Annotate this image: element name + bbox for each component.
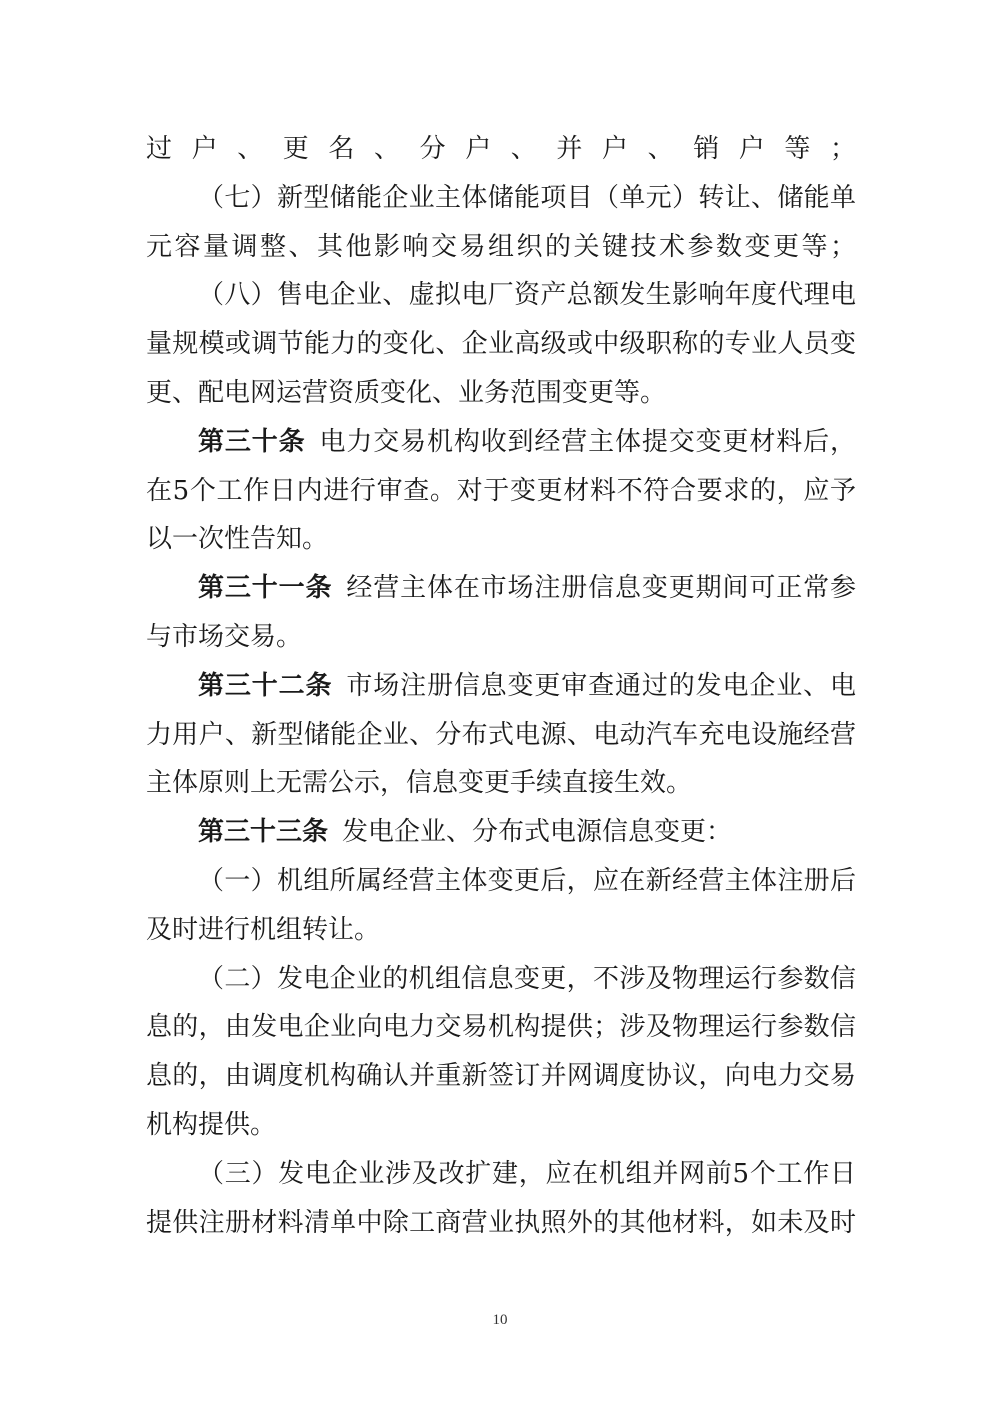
text-line: 过户、更名、分户、并户、销户等； bbox=[146, 134, 856, 164]
text-line: 经营主体在市场注册信息变更期间可正常参 bbox=[346, 573, 856, 604]
text-line: （三）发电企业涉及改扩建，应在机组并网前5个工作日 bbox=[198, 1158, 856, 1189]
page-number: 10 bbox=[492, 1312, 508, 1328]
text-line: 量规模或调节能力的变化、企业高级或中级职称的专业人员变 bbox=[146, 329, 856, 360]
text-line: 机构提供。 bbox=[146, 1109, 277, 1140]
text-line: 电力交易机构收到经营主体提交变更材料后， bbox=[319, 426, 856, 457]
text-line: 以一次性告知。 bbox=[146, 524, 329, 555]
article-31-first-line bbox=[146, 564, 856, 613]
text-line: 提供注册材料清单中除工商营业执照外的其他材料，如未及时 bbox=[146, 1207, 856, 1238]
text-line: 及时进行机组转让。 bbox=[146, 914, 381, 945]
text-line: 息的，由发电企业向电力交易机构提供；涉及物理运行参数信 bbox=[146, 1012, 856, 1043]
article-30-heading: 第三十条 bbox=[198, 426, 306, 457]
text-line: 息的，由调度机构确认并重新签订并网调度协议，向电力交易 bbox=[146, 1061, 856, 1092]
article-33-heading: 第三十三条 bbox=[198, 817, 329, 848]
document-body bbox=[146, 125, 856, 1247]
text-line: 力用户、新型储能企业、分布式电源、电动汽车充电设施经营 bbox=[146, 719, 856, 750]
text-line: （一）机组所属经营主体变更后，应在新经营主体注册后 bbox=[198, 865, 856, 896]
text-line: 与市场交易。 bbox=[146, 621, 303, 652]
article-32-heading: 第三十二条 bbox=[198, 670, 333, 701]
article-32-first-line bbox=[146, 662, 856, 711]
text-line: 市场注册信息变更审查通过的发电企业、电 bbox=[346, 670, 856, 701]
text-line: 更、配电网运营资质变化、业务范围变更等。 bbox=[146, 377, 667, 408]
article-31-heading: 第三十一条 bbox=[198, 573, 333, 604]
article-33-first-line bbox=[146, 808, 856, 857]
text-line: 元容量调整、其他影响交易组织的关键技术参数变更等； bbox=[146, 231, 856, 262]
text-line: （七）新型储能企业主体储能项目（单元）转让、储能单 bbox=[198, 182, 856, 213]
article-30-first-line bbox=[146, 418, 856, 467]
text-line: 在5个工作日内进行审查。对于变更材料不符合要求的，应予 bbox=[146, 475, 856, 506]
text-line: （二）发电企业的机组信息变更，不涉及物理运行参数信 bbox=[198, 963, 856, 994]
text-line: 发电企业、分布式电源信息变更： bbox=[342, 817, 733, 848]
text-line: 主体原则上无需公示，信息变更手续直接生效。 bbox=[146, 768, 693, 799]
text-line: （八）售电企业、虚拟电厂资产总额发生影响年度代理电 bbox=[198, 280, 856, 311]
